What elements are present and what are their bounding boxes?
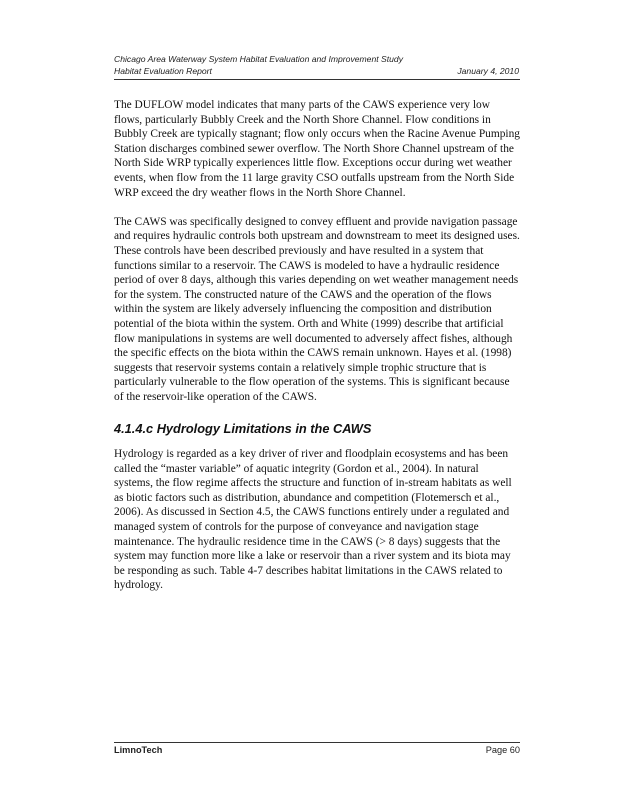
paragraph-caws-design: The CAWS was specifically designed to convey effluent and provide navigation passage and requires hydraulic controls both upstream and downstream to meet its designed uses. These controls have been described previously and have resulted in a system that functions similar to a reservoir. The CAWS is modeled to have a hydraulic residence period of over 8 days, although this varies depending on wet weather management needs for the system. The constructed nature of the CAWS and the operation of the flows within the system are likely adversely influencing the composition and distribution potential of the biota within the system. Orth and White (1999) describe that artificial flow manipulations in systems are well documented to adversely affect fishes, although the specific effects on the biota within the CAWS remain unknown. Hayes et al. (1998) suggests that reservoir systems contain a relatively simple trophic structure that is particularly vulnerable to the flow operation of the systems. This is significant because of the reservoir-like operation of the CAWS.	[114, 215, 520, 403]
header-date: January 4, 2010	[457, 66, 519, 76]
paragraph-hydrology: Hydrology is regarded as a key driver of river and floodplain ecosystems and has been called the “master variable” of aquatic integrity (Gordon et al., 2004). In natural systems, the flow regime affects the structure and function of in-stream habitats as well as biotic factors such as distribution, abundance and competition (Flotemersch et al., 2006). As discussed in Section 4.5, the CAWS functions entirely under a regulated and managed system of controls for the purpose of conveyance and navigation stage maintenance. The hydraulic residence time in the CAWS (> 8 days) suggests that the system may function more like a lake or reservoir than a river system and its biota may be responding as such. Table 4-7 describes habitat limitations in the CAWS related to hydrology.	[114, 448, 512, 592]
header-report-line	[114, 66, 519, 76]
footer-page-number: Page 60	[485, 745, 520, 755]
footer-company: LimnoTech	[114, 745, 163, 755]
document-body	[114, 98, 520, 608]
header-report-title: Habitat Evaluation Report	[114, 66, 212, 76]
section-heading: 4.1.4.c Hydrology Limitations in the CAWS	[114, 421, 372, 437]
paragraph-duflow: The DUFLOW model indicates that many parts of the CAWS experience very low flows, particularly Bubbly Creek and the North Shore Channel. Flow conditions in Bubbly Creek are typically stagnant; flow only occurs when the Racine Avenue Pumping Station discharges combined sewer overflow. The North Shore Channel upstream of the North Side WRP typically experiences little flow. Exceptions occur during wet weather events, when flow from the 11 large gravity CSO outfalls upstream from the North Side WRP exceed the dry weather flows in the North Shore Channel.	[114, 99, 520, 199]
header-divider	[114, 79, 520, 80]
header-study-title: Chicago Area Waterway System Habitat Evaluation and Improvement Study	[114, 54, 403, 64]
footer-divider	[114, 742, 520, 743]
